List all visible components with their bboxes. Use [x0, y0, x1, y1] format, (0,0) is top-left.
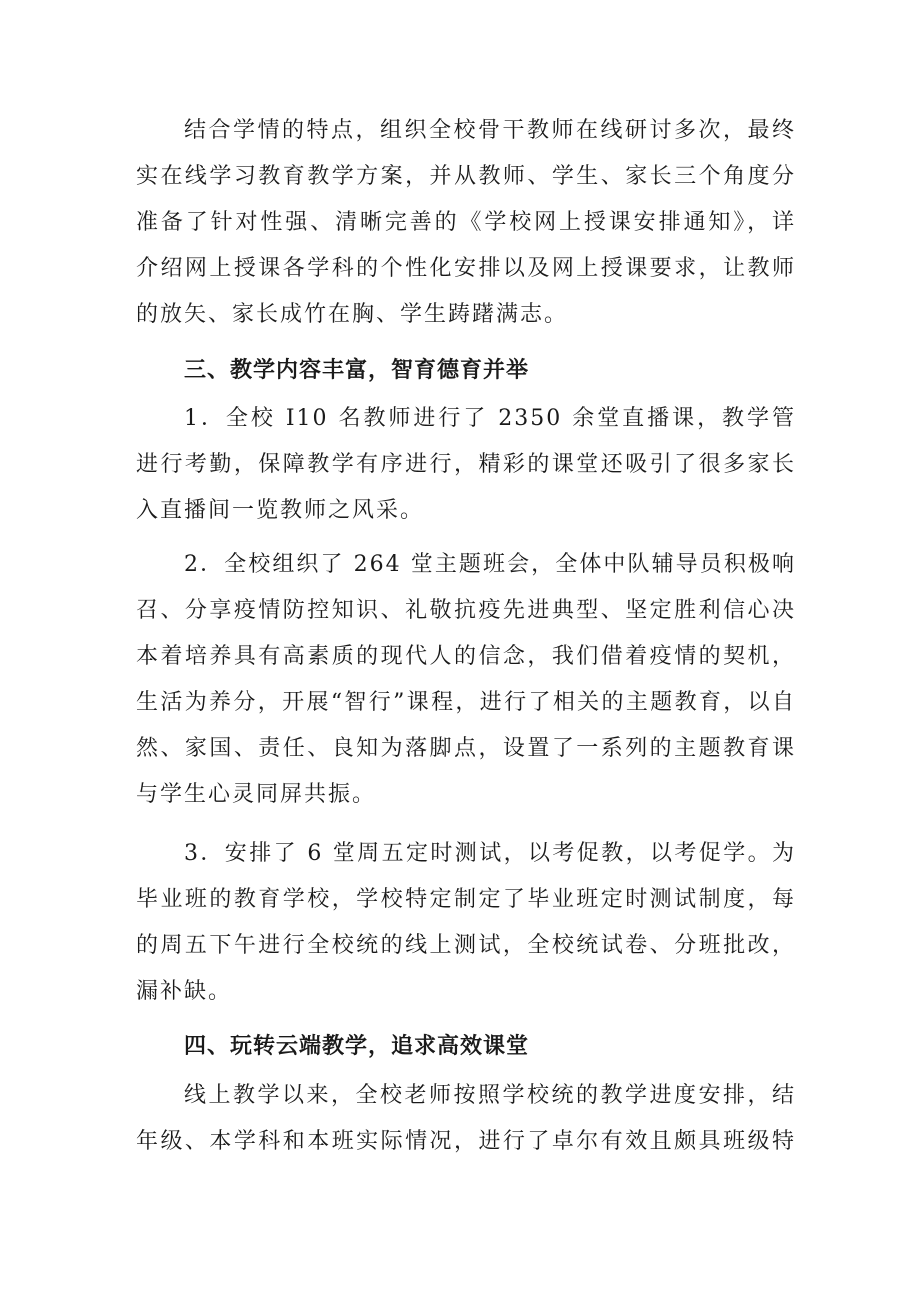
text-line: 1．全校 I10 名教师进行了 2350 余堂直播课，教学管: [184, 406, 796, 431]
text-line: 年级、本学科和本班实际情况，进行了卓尔有效且颇具班级特: [136, 1129, 796, 1154]
text-line: 结合学情的特点，组织全校骨干教师在线研讨多次，最终: [184, 118, 796, 143]
text-line: 2．全校组织了 264 堂主题班会，全体中队辅导员积极响: [184, 552, 796, 577]
text-line: 的放矢、家长成竹在胸、学生踌躇满志。: [136, 302, 569, 327]
text-line: 入直播间一览教师之风采。: [136, 498, 425, 523]
section-heading-4: 四、玩转云端教学，追求高效课堂: [184, 1034, 530, 1059]
text-line: 介绍网上授课各学科的个性化安排以及网上授课要求，让教师: [136, 256, 796, 281]
section-heading-3: 三、教学内容丰富，智育德育并举: [184, 358, 530, 383]
text-line: 然、家国、责任、良知为落脚点，设置了一系列的主题教育课: [136, 736, 796, 761]
text-line: 生活为养分，开展“智行”课程，进行了相关的主题教育，以自: [136, 690, 796, 715]
paragraph-theme-meetings: [136, 542, 796, 818]
text-line: 的周五下午进行全校统的线上测试，全校统试卷、分班批改，: [136, 933, 796, 958]
text-line: 进行考勤，保障教学有序进行，精彩的课堂还吸引了很多家长: [136, 452, 796, 477]
text-line: 本着培养具有高素质的现代人的信念，我们借着疫情的契机，: [136, 644, 796, 669]
text-line: 漏补缺。: [136, 979, 233, 1004]
text-line: 实在线学习教育教学方案，并从教师、学生、家长三个角度分: [136, 164, 796, 189]
text-line: 毕业班的教育学校，学校特定制定了毕业班定时测试制度，每: [136, 887, 796, 912]
text-line: 3．安排了 6 堂周五定时测试，以考促教，以考促学。为: [184, 841, 796, 866]
text-line: 准备了针对性强、清晰完善的《学校网上授课安排通知》，详: [136, 210, 796, 235]
paragraph-weekly-tests: [136, 831, 796, 1015]
text-line: 召、分享疫情防控知识、礼敬抗疫先进典型、坚定胜利信心决: [136, 598, 796, 623]
paragraph-cloud-teaching: [136, 1073, 796, 1165]
paragraph-live-classes: [136, 396, 796, 534]
text-line: 与学生心灵同屏共振。: [136, 782, 377, 807]
paragraph-plan: [136, 108, 796, 338]
text-line: 线上教学以来，全校老师按照学校统的教学进度安排，结: [184, 1083, 796, 1108]
